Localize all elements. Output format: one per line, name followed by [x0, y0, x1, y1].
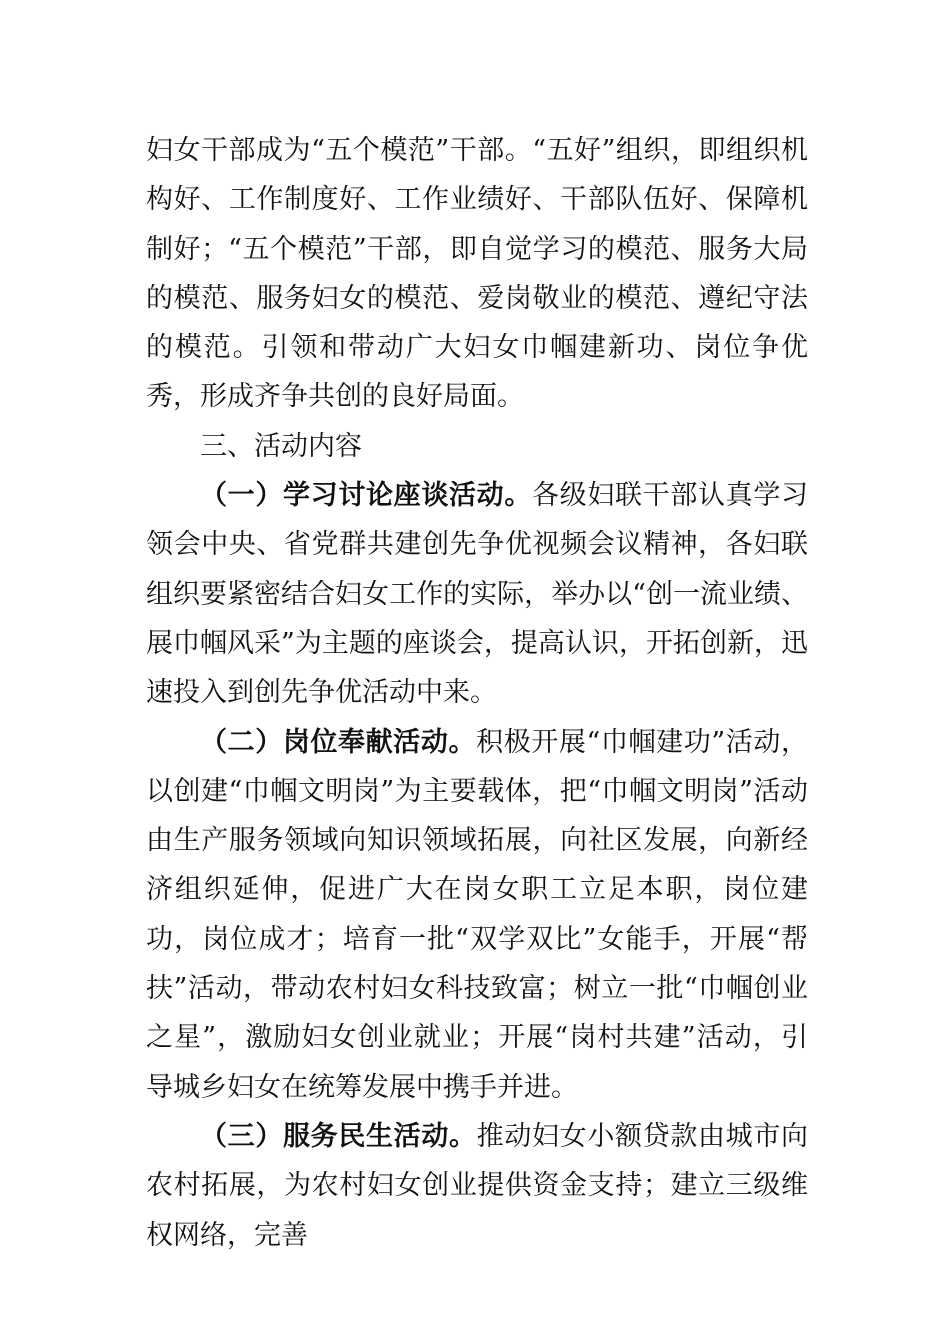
document-body: [146, 126, 808, 1260]
item-3-title: （三）服务民生活动。: [200, 1120, 477, 1152]
item-3-body: 推动妇女小额贷款由城市向农村拓展，为农村妇女创业提供资金支持；建立三级维权网络，完善: [146, 1120, 809, 1251]
item-2-title: （二）岗位奉献活动。: [200, 726, 477, 758]
section-heading: 三、活动内容: [200, 430, 362, 462]
item-1-body: 各级妇联干部认真学习领会中央、省党群共建创先争优视频会议精神，各妇联组织要紧密结合妇女工作的实际，举办以“创一流业绩、展巾帼风采”为主题的座谈会，提高认识，开拓创新，迅速投入到创先争优活动中来。: [146, 480, 808, 709]
item-2-body: 积极开展“巾帼建功”活动，以创建“巾帼文明岗”为主要载体，把“巾帼文明岗”活动由生产服务领域向知识领域拓展，向社区发展，向新经济组织延伸，促进广大在岗女职工立足本职，岗位建功，岗位成才；培育一批“双学双比”女能手，开展“帮扶”活动，带动农村妇女科技致富；树立一批“巾帼创业之星”，激励妇女创业就业；开展“岗村共建”活动，引导城乡妇女在统筹发展中携手并进。: [146, 726, 809, 1103]
item-1-paragraph: [146, 471, 808, 717]
item-2-paragraph: [146, 718, 808, 1112]
item-3-paragraph: [146, 1112, 808, 1260]
intro-paragraph: 妇女干部成为“五个模范”干部。“五好”组织，即组织机构好、工作制度好、工作业绩好、干部队伍好、保障机制好；“五个模范”干部，即自觉学习的模范、服务大局的模范、服务妇女的模范、爱岗敬业的模范、遵纪守法的模范。引领和带动广大妇女巾帼建新功、岗位争优秀，形成齐争共创的良好局面。: [146, 135, 808, 413]
item-1-title: （一）学习讨论座谈活动。: [200, 480, 532, 512]
